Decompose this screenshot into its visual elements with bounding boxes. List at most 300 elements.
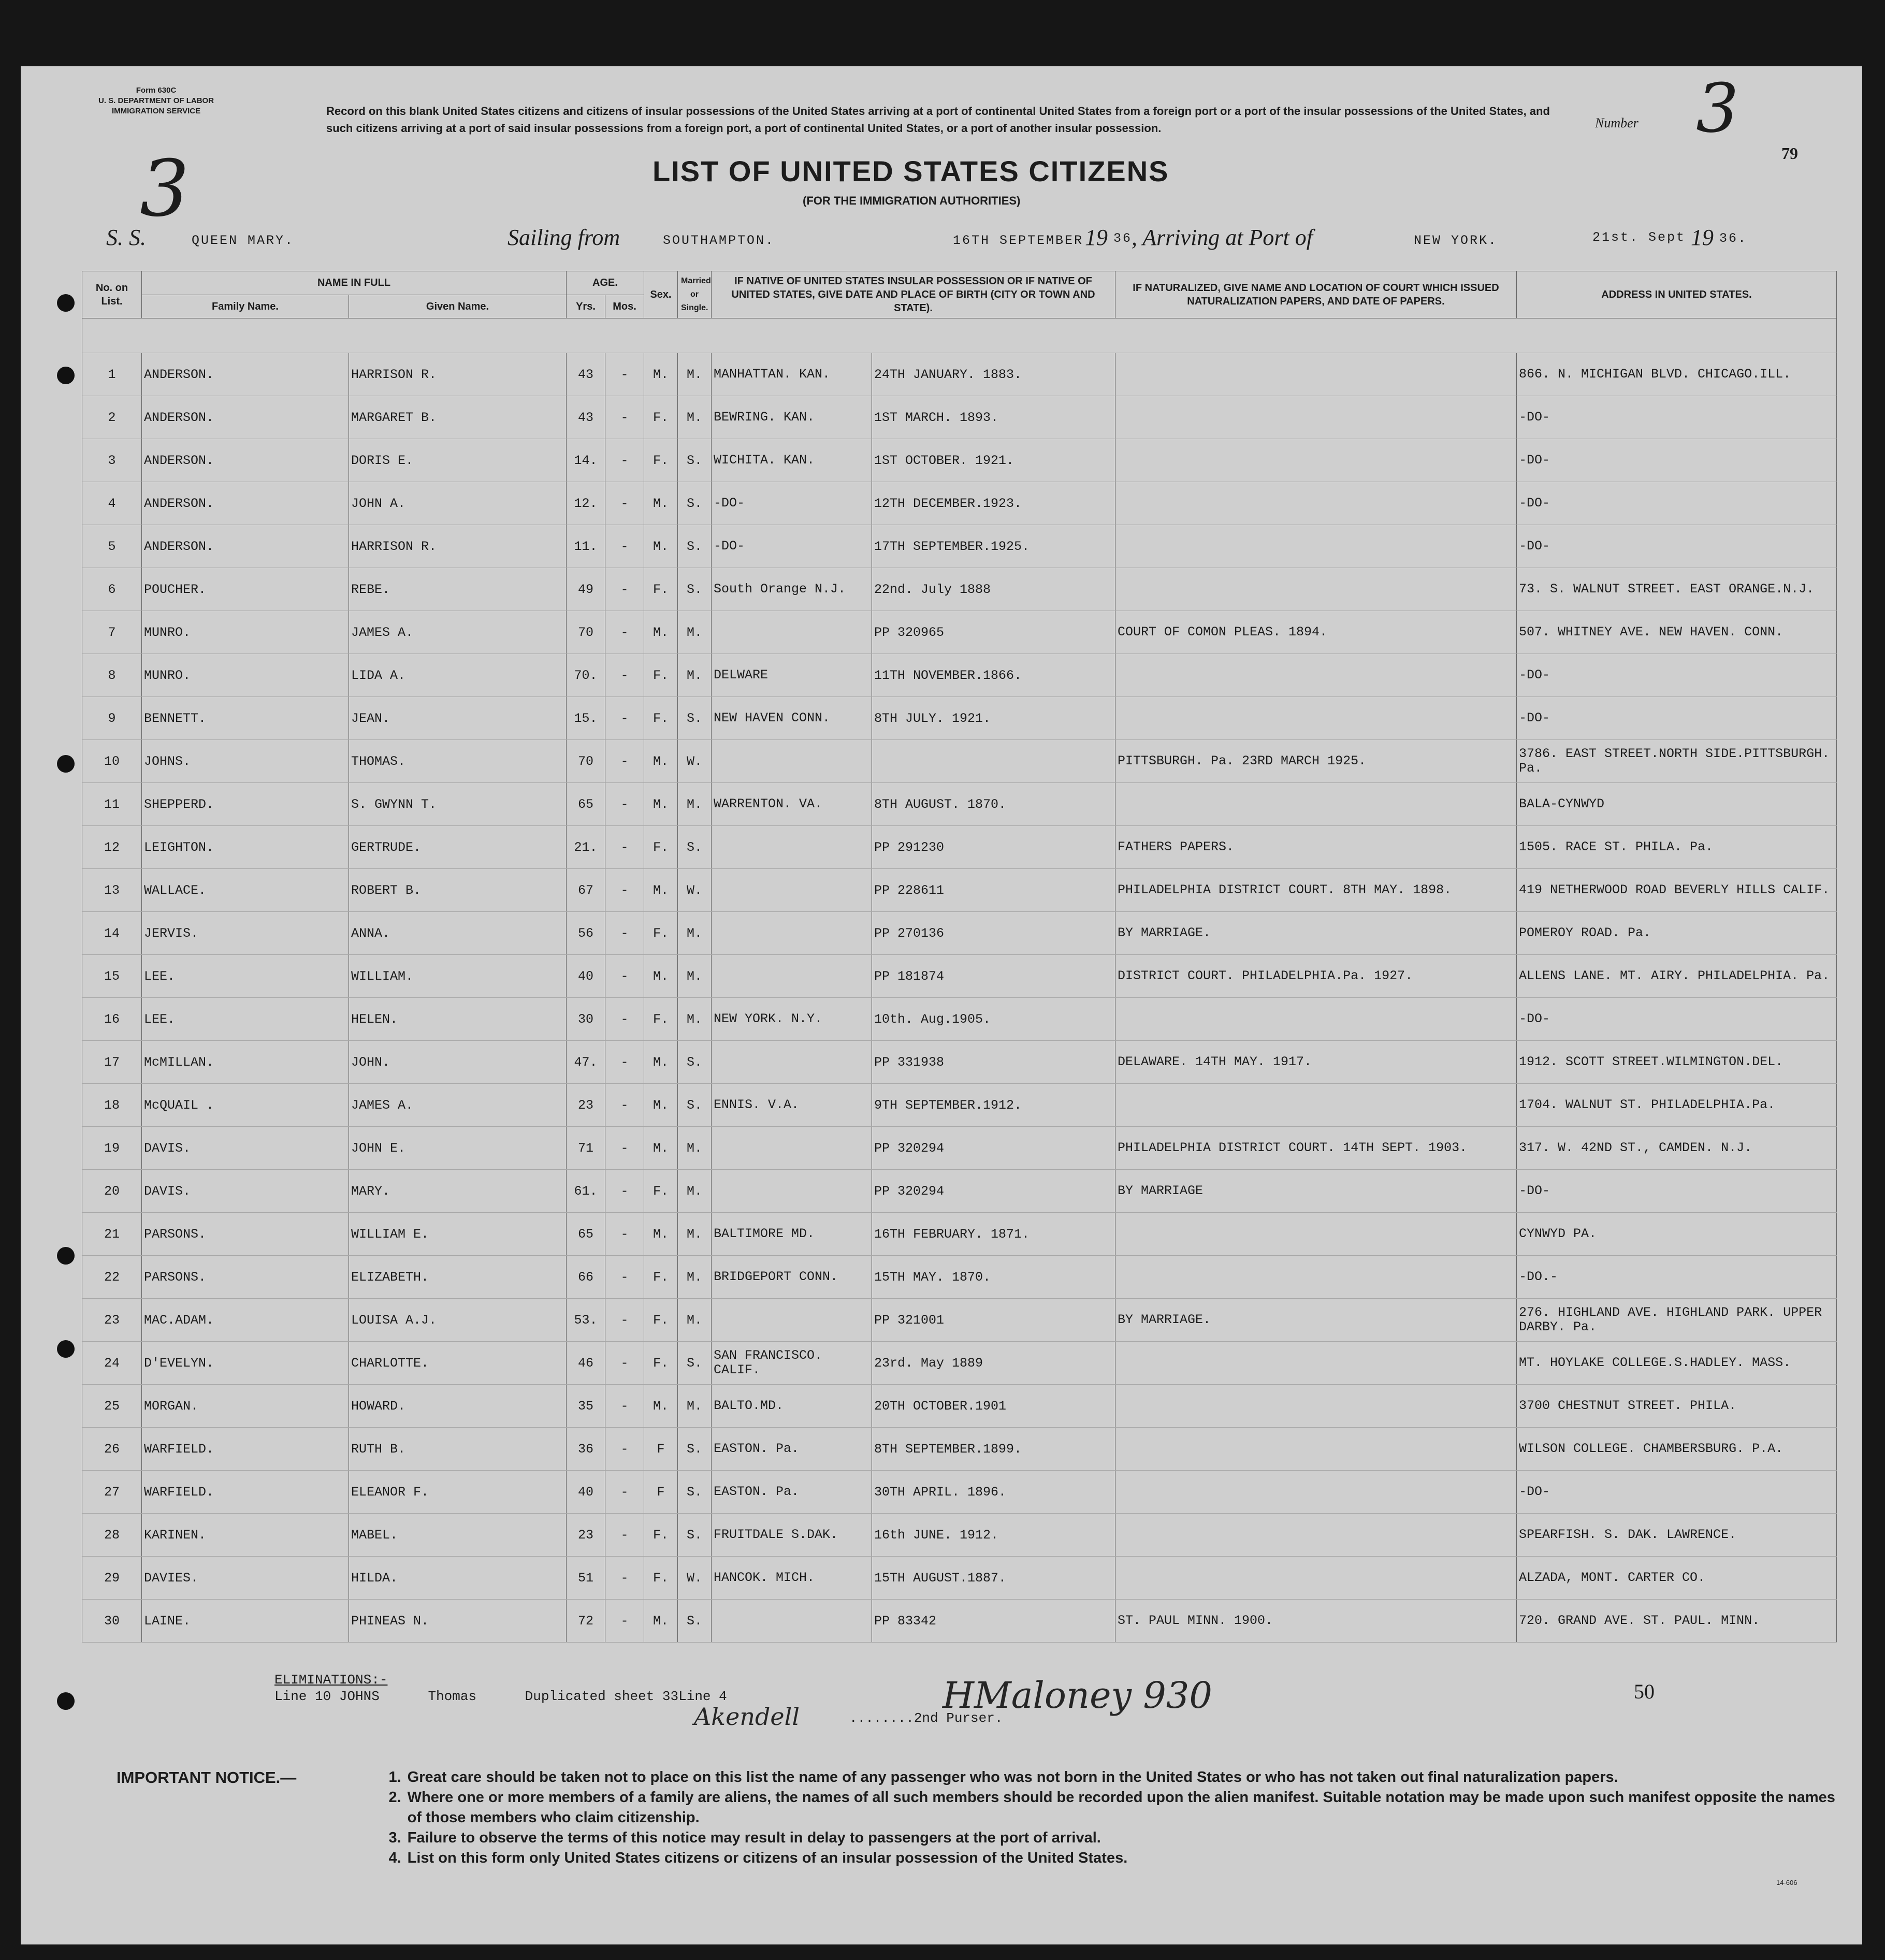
sex: F. xyxy=(644,1514,678,1557)
age-months: - xyxy=(605,1299,644,1342)
birth-date-or-passport: PP 320294 xyxy=(872,1170,1115,1213)
naturalization xyxy=(1115,525,1517,568)
birth-place: EASTON. Pa. xyxy=(712,1428,872,1471)
naturalization: FATHERS PAPERS. xyxy=(1115,826,1517,869)
family-name: DAVIES. xyxy=(142,1557,349,1600)
table-row xyxy=(82,568,1837,611)
age-months: - xyxy=(605,1127,644,1170)
age-years: 21. xyxy=(567,826,605,869)
birth-place xyxy=(712,1299,872,1342)
age-months: - xyxy=(605,439,644,482)
arrive-year-prefix: 19 xyxy=(1691,225,1714,250)
age-months: - xyxy=(605,697,644,740)
marital-status: W. xyxy=(678,869,712,912)
age-months: - xyxy=(605,353,644,396)
marital-status: M. xyxy=(678,1256,712,1299)
table-row xyxy=(82,1213,1837,1256)
header-sex: Sex. xyxy=(644,271,678,318)
given-name: HELEN. xyxy=(349,998,567,1041)
age-months: - xyxy=(605,1170,644,1213)
print-code: 14-606 xyxy=(1776,1879,1797,1886)
sex: M. xyxy=(644,1084,678,1127)
address: -DO- xyxy=(1517,998,1837,1041)
birth-place: SAN FRANCISCO. CALIF. xyxy=(712,1342,872,1385)
marital-status: S. xyxy=(678,826,712,869)
row-number: 3 xyxy=(82,439,142,482)
age-months: - xyxy=(605,740,644,783)
header-no: No. on List. xyxy=(82,271,142,318)
row-number: 9 xyxy=(82,697,142,740)
family-name: MAC.ADAM. xyxy=(142,1299,349,1342)
family-name: ANDERSON. xyxy=(142,439,349,482)
age-years: 40 xyxy=(567,955,605,998)
age-years: 46 xyxy=(567,1342,605,1385)
age-years: 70. xyxy=(567,654,605,697)
notice-text: List on this form only United States citizens or citizens of an insular possession of the United States. xyxy=(407,1850,1128,1866)
row-number: 24 xyxy=(82,1342,142,1385)
list-subtitle: (FOR THE IMMIGRATION AUTHORITIES) xyxy=(803,194,1021,207)
row-number: 25 xyxy=(82,1385,142,1428)
row-number: 10 xyxy=(82,740,142,783)
binder-hole xyxy=(57,1692,75,1710)
header-address: ADDRESS IN UNITED STATES. xyxy=(1517,271,1837,318)
given-name: DORIS E. xyxy=(349,439,567,482)
row-number: 26 xyxy=(82,1428,142,1471)
birth-place xyxy=(712,611,872,654)
naturalization xyxy=(1115,568,1517,611)
address: 866. N. MICHIGAN BLVD. CHICAGO.ILL. xyxy=(1517,353,1837,396)
given-name: JAMES A. xyxy=(349,611,567,654)
age-years: 65 xyxy=(567,783,605,826)
age-years: 14. xyxy=(567,439,605,482)
age-months: - xyxy=(605,611,644,654)
marital-status: S. xyxy=(678,568,712,611)
binder-hole xyxy=(57,294,75,312)
sex: M. xyxy=(644,740,678,783)
table-row xyxy=(82,1385,1837,1428)
age-months: - xyxy=(605,998,644,1041)
manifest-sheet xyxy=(21,66,1862,1944)
row-number: 8 xyxy=(82,654,142,697)
given-name: PHINEAS N. xyxy=(349,1600,567,1643)
family-name: McQUAIL . xyxy=(142,1084,349,1127)
row-number: 2 xyxy=(82,396,142,439)
sex: M. xyxy=(644,1600,678,1643)
age-months: - xyxy=(605,1084,644,1127)
address: ALZADA, MONT. CARTER CO. xyxy=(1517,1557,1837,1600)
table-row xyxy=(82,955,1837,998)
birth-place: DELWARE xyxy=(712,654,872,697)
table-row xyxy=(82,783,1837,826)
table-row xyxy=(82,1557,1837,1600)
arriving-label: , Arriving at Port of xyxy=(1132,225,1313,250)
birth-date-or-passport xyxy=(872,740,1115,783)
row-number: 21 xyxy=(82,1213,142,1256)
birth-place xyxy=(712,1600,872,1643)
age-months: - xyxy=(605,1471,644,1514)
row-number: 12 xyxy=(82,826,142,869)
sex: F. xyxy=(644,1342,678,1385)
purser-signature: Akendell xyxy=(694,1703,800,1731)
table-row xyxy=(82,1299,1837,1342)
sail-year: 36 xyxy=(1113,231,1133,246)
address: -DO- xyxy=(1517,1471,1837,1514)
age-years: 47. xyxy=(567,1041,605,1084)
sex: F. xyxy=(644,697,678,740)
birth-date-or-passport: 1ST MARCH. 1893. xyxy=(872,396,1115,439)
birth-date-or-passport: 24TH JANUARY. 1883. xyxy=(872,353,1115,396)
total-count: 50 xyxy=(1634,1680,1655,1703)
age-months: - xyxy=(605,482,644,525)
sex: F. xyxy=(644,912,678,955)
header-age-group: AGE. xyxy=(567,271,644,295)
sex: M. xyxy=(644,1385,678,1428)
age-months: - xyxy=(605,1256,644,1299)
eliminations-label: ELIMINATIONS:- xyxy=(274,1672,388,1688)
given-name: GERTRUDE. xyxy=(349,826,567,869)
address: CYNWYD PA. xyxy=(1517,1213,1837,1256)
address: 3700 CHESTNUT STREET. PHILA. xyxy=(1517,1385,1837,1428)
family-name: LEE. xyxy=(142,998,349,1041)
header-family-name: Family Name. xyxy=(142,295,349,318)
birth-date-or-passport: 8TH AUGUST. 1870. xyxy=(872,783,1115,826)
row-number: 11 xyxy=(82,783,142,826)
notice-text: Great care should be taken not to place on this list the name of any passenger who was not born in the United States or who has not taken out final naturalization papers. xyxy=(407,1769,1618,1785)
notice-item xyxy=(117,1828,1841,1848)
age-months: - xyxy=(605,1514,644,1557)
age-years: 12. xyxy=(567,482,605,525)
marital-status: M. xyxy=(678,955,712,998)
sex: F. xyxy=(644,826,678,869)
row-number: 23 xyxy=(82,1299,142,1342)
sex: F. xyxy=(644,396,678,439)
table-row xyxy=(82,611,1837,654)
birth-place: ENNIS. V.A. xyxy=(712,1084,872,1127)
sex: F. xyxy=(644,568,678,611)
row-number: 20 xyxy=(82,1170,142,1213)
marital-status: M. xyxy=(678,654,712,697)
birth-date-or-passport: PP 291230 xyxy=(872,826,1115,869)
family-name: POUCHER. xyxy=(142,568,349,611)
sex: F. xyxy=(644,654,678,697)
birth-date-or-passport: PP 270136 xyxy=(872,912,1115,955)
given-name: ROBERT B. xyxy=(349,869,567,912)
header-given-name: Given Name. xyxy=(349,295,567,318)
row-number: 18 xyxy=(82,1084,142,1127)
given-name: MARGARET B. xyxy=(349,396,567,439)
birth-place: -DO- xyxy=(712,525,872,568)
sex: F. xyxy=(644,1557,678,1600)
header-birth: IF NATIVE OF UNITED STATES INSULAR POSSESSION OR IF NATIVE OF UNITED STATES, GIVE DATE AND PLACE OF BIRTH (CITY OR TOWN AND STATE). xyxy=(712,271,1115,318)
marital-status: M. xyxy=(678,611,712,654)
birth-place xyxy=(712,826,872,869)
marital-status: W. xyxy=(678,1557,712,1600)
address: BALA-CYNWYD xyxy=(1517,783,1837,826)
sex: F. xyxy=(644,1256,678,1299)
sex: F. xyxy=(644,1299,678,1342)
birth-date-or-passport: 11TH NOVEMBER.1866. xyxy=(872,654,1115,697)
age-months: - xyxy=(605,1342,644,1385)
birth-place: South Orange N.J. xyxy=(712,568,872,611)
family-name: LAINE. xyxy=(142,1600,349,1643)
birth-date-or-passport: 22nd. July 1888 xyxy=(872,568,1115,611)
marital-status: S. xyxy=(678,482,712,525)
marital-status: S. xyxy=(678,525,712,568)
notice-number: 3. xyxy=(388,1830,401,1846)
age-months: - xyxy=(605,912,644,955)
sail-year-prefix: 19 xyxy=(1085,225,1108,250)
row-number: 5 xyxy=(82,525,142,568)
address: MT. HOYLAKE COLLEGE.S.HADLEY. MASS. xyxy=(1517,1342,1837,1385)
birth-date-or-passport: 8TH SEPTEMBER.1899. xyxy=(872,1428,1115,1471)
naturalization: PHILADELPHIA DISTRICT COURT. 8TH MAY. 1898. xyxy=(1115,869,1517,912)
birth-place: BALTO.MD. xyxy=(712,1385,872,1428)
given-name: JOHN E. xyxy=(349,1127,567,1170)
naturalization: DISTRICT COURT. PHILADELPHIA.Pa. 1927. xyxy=(1115,955,1517,998)
birth-place: BRIDGEPORT CONN. xyxy=(712,1256,872,1299)
birth-place: HANCOK. MICH. xyxy=(712,1557,872,1600)
address: 720. GRAND AVE. ST. PAUL. MINN. xyxy=(1517,1600,1837,1643)
given-name: CHARLOTTE. xyxy=(349,1342,567,1385)
given-name: JAMES A. xyxy=(349,1084,567,1127)
age-months: - xyxy=(605,1213,644,1256)
age-years: 30 xyxy=(567,998,605,1041)
address: -DO.- xyxy=(1517,1256,1837,1299)
naturalization xyxy=(1115,482,1517,525)
notice-text: Where one or more members of a family are aliens, the names of all such members should be recorded upon the alien manifest. Suitable notation may be made upon such manifest opposite the names of those members who claim citizenship. xyxy=(407,1789,1835,1826)
family-name: WALLACE. xyxy=(142,869,349,912)
notice-text: Failure to observe the terms of this notice may result in delay to passengers at the port of arrival. xyxy=(407,1830,1101,1846)
given-name: RUTH B. xyxy=(349,1428,567,1471)
birth-date-or-passport: 15TH AUGUST.1887. xyxy=(872,1557,1115,1600)
birth-place: FRUITDALE S.DAK. xyxy=(712,1514,872,1557)
age-years: 40 xyxy=(567,1471,605,1514)
given-name: MARY. xyxy=(349,1170,567,1213)
birth-place xyxy=(712,955,872,998)
birth-date-or-passport: 1ST OCTOBER. 1921. xyxy=(872,439,1115,482)
marital-status: S. xyxy=(678,1428,712,1471)
table-row xyxy=(82,482,1837,525)
naturalization xyxy=(1115,396,1517,439)
family-name: DAVIS. xyxy=(142,1170,349,1213)
sex: F xyxy=(644,1471,678,1514)
age-months: - xyxy=(605,1041,644,1084)
marital-status: S. xyxy=(678,439,712,482)
row-number: 29 xyxy=(82,1557,142,1600)
given-name: LOUISA A.J. xyxy=(349,1299,567,1342)
address: 507. WHITNEY AVE. NEW HAVEN. CONN. xyxy=(1517,611,1837,654)
address: -DO- xyxy=(1517,482,1837,525)
naturalization xyxy=(1115,1514,1517,1557)
family-name: ANDERSON. xyxy=(142,482,349,525)
naturalization: DELAWARE. 14TH MAY. 1917. xyxy=(1115,1041,1517,1084)
given-name: HARRISON R. xyxy=(349,525,567,568)
family-name: ANDERSON. xyxy=(142,525,349,568)
marital-status: M. xyxy=(678,1299,712,1342)
age-months: - xyxy=(605,568,644,611)
header-name-group: NAME IN FULL xyxy=(142,271,567,295)
ss-label: S. S. xyxy=(106,225,146,250)
corner-handwritten-mark: 3 xyxy=(140,144,190,234)
age-years: 56 xyxy=(567,912,605,955)
address: 1704. WALNUT ST. PHILADELPHIA.Pa. xyxy=(1517,1084,1837,1127)
marital-status: M. xyxy=(678,1170,712,1213)
form-number: Form 630C xyxy=(136,86,177,95)
notice-number: 4. xyxy=(388,1850,401,1866)
birth-date-or-passport: PP 181874 xyxy=(872,955,1115,998)
sex: F xyxy=(644,1428,678,1471)
record-instructions: Record on this blank United States citizens and citizens of insular possessions of the United States arriving at a port of continental United States from a foreign port or a port of the insular possessions of the United States, and such citizens arriving at a port of said insular possessions from a foreign port, a port of continental United States, or a port of another insular possession. xyxy=(326,105,1550,135)
row-number: 27 xyxy=(82,1471,142,1514)
row-number: 6 xyxy=(82,568,142,611)
birth-place xyxy=(712,912,872,955)
naturalization: PITTSBURGH. Pa. 23RD MARCH 1925. xyxy=(1115,740,1517,783)
table-row xyxy=(82,740,1837,783)
marital-status: M. xyxy=(678,912,712,955)
marital-status: S. xyxy=(678,1041,712,1084)
age-years: 15. xyxy=(567,697,605,740)
table-row xyxy=(82,439,1837,482)
port-from: SOUTHAMPTON. xyxy=(663,233,775,248)
age-years: 72 xyxy=(567,1600,605,1643)
age-months: - xyxy=(605,1600,644,1643)
family-name: MUNRO. xyxy=(142,611,349,654)
ship-name: QUEEN MARY. xyxy=(192,233,295,248)
family-name: SHEPPERD. xyxy=(142,783,349,826)
age-years: 23 xyxy=(567,1084,605,1127)
sex: M. xyxy=(644,611,678,654)
sailing-from-label: Sailing from xyxy=(508,225,620,250)
address: WILSON COLLEGE. CHAMBERSBURG. P.A. xyxy=(1517,1428,1837,1471)
passenger-table xyxy=(82,271,1837,1643)
age-months: - xyxy=(605,654,644,697)
family-name: PARSONS. xyxy=(142,1256,349,1299)
binder-hole xyxy=(57,755,75,773)
birth-place xyxy=(712,740,872,783)
table-row xyxy=(82,998,1837,1041)
table-row xyxy=(82,353,1837,396)
age-years: 36 xyxy=(567,1428,605,1471)
age-months: - xyxy=(605,1557,644,1600)
birth-place: WICHITA. KAN. xyxy=(712,439,872,482)
row-number: 19 xyxy=(82,1127,142,1170)
table-row xyxy=(82,1170,1837,1213)
given-name: WILLIAM E. xyxy=(349,1213,567,1256)
age-months: - xyxy=(605,869,644,912)
naturalization xyxy=(1115,1256,1517,1299)
notice-number: 1. xyxy=(388,1769,401,1785)
age-years: 70 xyxy=(567,611,605,654)
birth-date-or-passport: PP 331938 xyxy=(872,1041,1115,1084)
row-number: 16 xyxy=(82,998,142,1041)
purser-label: ........2nd Purser. xyxy=(849,1710,1003,1726)
birth-date-or-passport: PP 83342 xyxy=(872,1600,1115,1643)
family-name: D'EVELYN. xyxy=(142,1342,349,1385)
birth-place: BEWRING. KAN. xyxy=(712,396,872,439)
notice-item xyxy=(117,1767,1841,1788)
family-name: BENNETT. xyxy=(142,697,349,740)
age-months: - xyxy=(605,396,644,439)
address: -DO- xyxy=(1517,396,1837,439)
notice-number: 2. xyxy=(388,1789,401,1806)
given-name: JEAN. xyxy=(349,697,567,740)
birth-place: EASTON. Pa. xyxy=(712,1471,872,1514)
marital-status: S. xyxy=(678,1471,712,1514)
table-row xyxy=(82,826,1837,869)
given-name: S. GWYNN T. xyxy=(349,783,567,826)
sex: M. xyxy=(644,955,678,998)
age-months: - xyxy=(605,1385,644,1428)
address: -DO- xyxy=(1517,1170,1837,1213)
naturalization xyxy=(1115,1557,1517,1600)
naturalization xyxy=(1115,1471,1517,1514)
row-number: 4 xyxy=(82,482,142,525)
table-row xyxy=(82,396,1837,439)
naturalization: BY MARRIAGE xyxy=(1115,1170,1517,1213)
table-row xyxy=(82,1600,1837,1643)
address: ALLENS LANE. MT. AIRY. PHILADELPHIA. Pa. xyxy=(1517,955,1837,998)
age-years: 23 xyxy=(567,1514,605,1557)
birth-date-or-passport: 30TH APRIL. 1896. xyxy=(872,1471,1115,1514)
given-name: JOHN. xyxy=(349,1041,567,1084)
given-name: REBE. xyxy=(349,568,567,611)
address: -DO- xyxy=(1517,697,1837,740)
birth-date-or-passport: PP 321001 xyxy=(872,1299,1115,1342)
age-years: 70 xyxy=(567,740,605,783)
port-to: NEW YORK. xyxy=(1414,233,1498,248)
row-number: 15 xyxy=(82,955,142,998)
address: -DO- xyxy=(1517,525,1837,568)
address: -DO- xyxy=(1517,654,1837,697)
age-months: - xyxy=(605,955,644,998)
birth-place xyxy=(712,1041,872,1084)
address: -DO- xyxy=(1517,439,1837,482)
family-name: MUNRO. xyxy=(142,654,349,697)
eliminations xyxy=(274,1672,727,1705)
address: 419 NETHERWOOD ROAD BEVERLY HILLS CALIF. xyxy=(1517,869,1837,912)
marital-status: S. xyxy=(678,1514,712,1557)
age-months: - xyxy=(605,1428,644,1471)
page-number: 79 xyxy=(1781,144,1798,163)
header-years: Yrs. xyxy=(567,295,605,318)
table-row xyxy=(82,697,1837,740)
arrive-year: 36. xyxy=(1719,231,1748,246)
marital-status: S. xyxy=(678,1084,712,1127)
address: 73. S. WALNUT STREET. EAST ORANGE.N.J. xyxy=(1517,568,1837,611)
given-name: LIDA A. xyxy=(349,654,567,697)
table-row xyxy=(82,1342,1837,1385)
marital-status: S. xyxy=(678,697,712,740)
address: POMEROY ROAD. Pa. xyxy=(1517,912,1837,955)
service-name: IMMIGRATION SERVICE xyxy=(111,107,201,115)
list-title: LIST OF UNITED STATES CITIZENS xyxy=(653,155,1169,187)
number-value: 3 xyxy=(1696,69,1739,148)
birth-place: BALTIMORE MD. xyxy=(712,1213,872,1256)
table-row xyxy=(82,1428,1837,1471)
number-label: Number xyxy=(1595,115,1639,130)
age-years: 49 xyxy=(567,568,605,611)
birth-date-or-passport: 23rd. May 1889 xyxy=(872,1342,1115,1385)
table-row xyxy=(82,1514,1837,1557)
family-name: WARFIELD. xyxy=(142,1471,349,1514)
table-row xyxy=(82,1041,1837,1084)
binder-hole xyxy=(57,1247,75,1265)
given-name: THOMAS. xyxy=(349,740,567,783)
age-years: 51 xyxy=(567,1557,605,1600)
marital-status: W. xyxy=(678,740,712,783)
address: 317. W. 42ND ST., CAMDEN. N.J. xyxy=(1517,1127,1837,1170)
sex: M. xyxy=(644,482,678,525)
